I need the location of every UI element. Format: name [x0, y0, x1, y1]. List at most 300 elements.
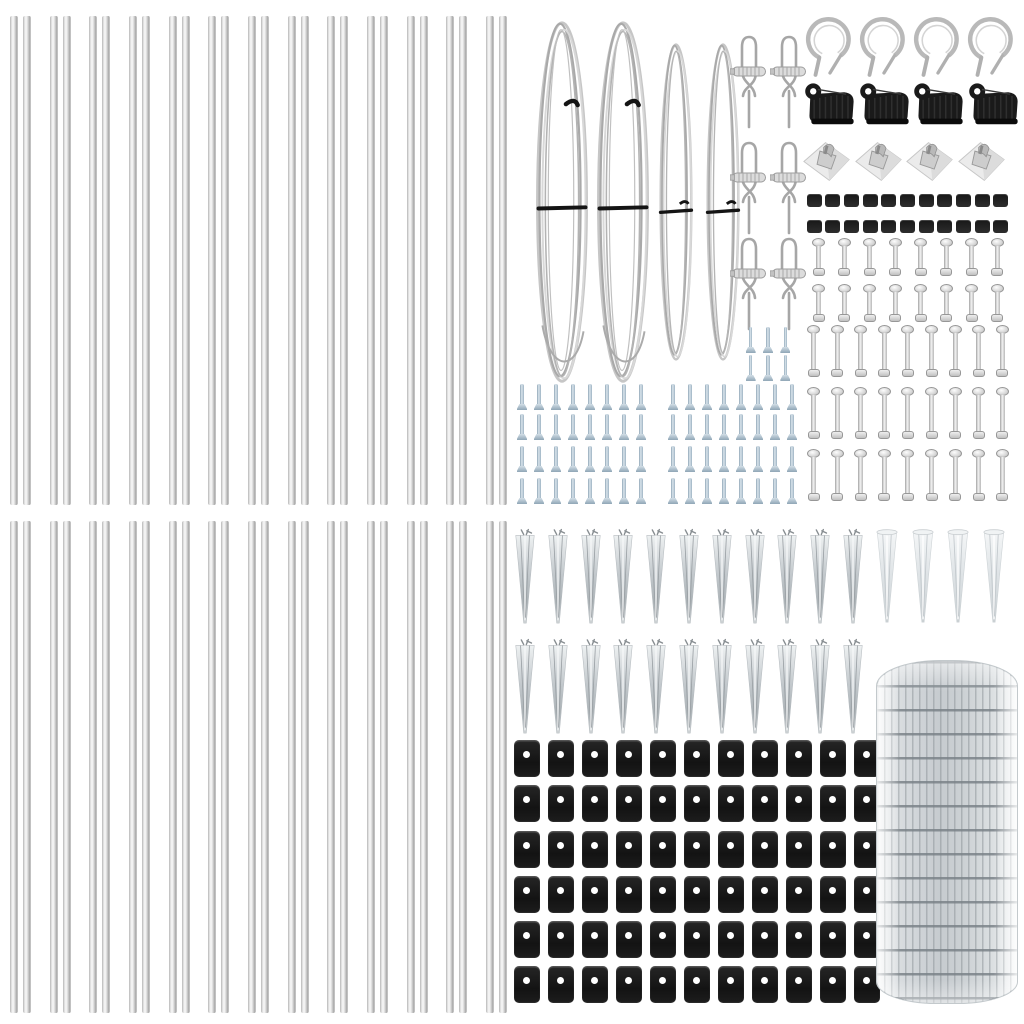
- screw: [602, 446, 612, 472]
- steel-post-pair: [248, 16, 269, 505]
- steel-rod: [301, 16, 309, 505]
- fence-clip: [548, 785, 574, 822]
- ground-spikes-row-2: [513, 634, 865, 740]
- steel-rod: [142, 16, 150, 505]
- steel-rod: [459, 521, 467, 1013]
- bolt-nut: [855, 431, 867, 439]
- screw: [736, 414, 746, 440]
- bolt-shaft: [976, 333, 981, 369]
- ground-spike: [546, 524, 570, 630]
- fence-clip: [820, 921, 846, 958]
- carriage-bolt-long: [830, 325, 844, 377]
- black-square-clip: [863, 194, 878, 207]
- fence-clip: [650, 966, 676, 1003]
- ground-spike: [611, 524, 635, 630]
- steel-rod: [221, 16, 229, 505]
- black-post-cap: [801, 80, 856, 129]
- screw: [517, 414, 527, 440]
- screw: [780, 355, 790, 381]
- screw: [753, 414, 763, 440]
- steel-rod: [261, 16, 269, 505]
- carriage-bolt-short: [863, 284, 877, 322]
- ground-spike: [644, 524, 668, 630]
- fence-clip: [684, 831, 710, 868]
- steel-post-pair: [367, 16, 388, 505]
- ring-clips-row: [803, 14, 1017, 78]
- fence-clip: [820, 785, 846, 822]
- carriage-bolt-short: [812, 238, 826, 276]
- fence-clip: [514, 831, 540, 868]
- fence-clip: [650, 921, 676, 958]
- steel-post-pair: [327, 521, 348, 1013]
- round-wire-clip: [911, 14, 963, 78]
- carriage-bolt-long: [854, 387, 868, 439]
- fence-clip: [582, 966, 608, 1003]
- ground-spike: [710, 634, 734, 740]
- bolt-nut: [878, 431, 890, 439]
- screw: [787, 446, 797, 472]
- screw: [568, 384, 578, 410]
- carriage-bolt-short: [939, 238, 953, 276]
- steel-rod: [10, 16, 18, 505]
- black-square-clip: [975, 220, 990, 233]
- screw: [780, 327, 790, 353]
- steel-post-pair: [288, 521, 309, 1013]
- steel-rod: [446, 521, 454, 1013]
- steel-post-pair: [367, 521, 388, 1013]
- carriage-bolt-long: [972, 387, 986, 439]
- screw: [746, 355, 756, 381]
- steel-post-pair: [10, 521, 31, 1013]
- screw: [702, 478, 712, 504]
- fence-clip: [820, 966, 846, 1003]
- steel-post-pair: [50, 521, 71, 1013]
- carriage-bolt-long: [995, 449, 1009, 501]
- fence-clip: [718, 876, 744, 913]
- bolt-nut: [838, 268, 850, 276]
- bolt-shaft: [811, 395, 816, 431]
- steel-rod: [102, 16, 110, 505]
- bolt-nut: [966, 314, 978, 322]
- steel-post-pair: [169, 521, 190, 1013]
- bolt-nut: [902, 493, 914, 501]
- steel-post-pair: [50, 16, 71, 505]
- fence-clip: [650, 740, 676, 777]
- steel-rod: [89, 521, 97, 1013]
- steel-rod: [248, 16, 256, 505]
- carriage-bolt-long: [925, 449, 939, 501]
- posts-bundle-bottom: [10, 521, 507, 1013]
- carriage-bolt-long: [877, 449, 891, 501]
- fence-clip: [718, 921, 744, 958]
- fence-clip: [548, 876, 574, 913]
- steel-post-pair: [407, 16, 428, 505]
- steel-post-pair: [208, 16, 229, 505]
- carriage-bolt-short: [990, 238, 1004, 276]
- carriage-bolt-long: [807, 449, 821, 501]
- screw: [619, 446, 629, 472]
- screw: [702, 384, 712, 410]
- small-bolts-grid: [806, 238, 1010, 322]
- clamp-plate: [854, 139, 903, 184]
- carriage-bolt-short: [837, 284, 851, 322]
- bolt-shaft: [882, 395, 887, 431]
- black-square-clip: [825, 194, 840, 207]
- carriage-bolt-short: [837, 238, 851, 276]
- ground-spike-light: [874, 524, 900, 628]
- wire-coil-large: [532, 14, 592, 392]
- steel-rod: [380, 16, 388, 505]
- bolt-shaft: [944, 246, 949, 268]
- bolt-shaft: [835, 395, 840, 431]
- steel-rod: [486, 16, 494, 505]
- black-square-clip: [919, 194, 934, 207]
- black-square-clip: [881, 220, 896, 233]
- bolt-nut: [808, 493, 820, 501]
- screw: [636, 414, 646, 440]
- fence-clip: [718, 831, 744, 868]
- steel-rod: [486, 521, 494, 1013]
- carriage-bolt-short: [914, 238, 928, 276]
- screw: [685, 446, 695, 472]
- screw: [770, 478, 780, 504]
- screw: [636, 384, 646, 410]
- black-square-clip: [975, 194, 990, 207]
- ground-spike: [677, 634, 701, 740]
- black-square-clip: [956, 194, 971, 207]
- steel-rod: [102, 521, 110, 1013]
- ground-spike: [644, 634, 668, 740]
- steel-rod: [340, 16, 348, 505]
- screw: [753, 478, 763, 504]
- black-square-clip: [937, 220, 952, 233]
- round-wire-clip: [965, 14, 1017, 78]
- ground-spike: [775, 524, 799, 630]
- ground-spike: [677, 524, 701, 630]
- fence-clip: [514, 785, 540, 822]
- steel-rod: [182, 16, 190, 505]
- steel-rod: [63, 16, 71, 505]
- bolt-nut: [838, 314, 850, 322]
- bolt-nut: [808, 369, 820, 377]
- black-square-clip: [937, 194, 952, 207]
- bolt-nut: [973, 431, 985, 439]
- carriage-bolt-long: [995, 387, 1009, 439]
- clamp-plates-row: [802, 139, 1006, 184]
- steel-post-pair: [129, 16, 150, 505]
- steel-post-pair: [248, 521, 269, 1013]
- screw: [585, 384, 595, 410]
- fence-clip: [786, 876, 812, 913]
- screw: [719, 446, 729, 472]
- fence-clip: [616, 740, 642, 777]
- screw: [517, 384, 527, 410]
- carriage-bolt-short: [990, 284, 1004, 322]
- steel-rod: [288, 521, 296, 1013]
- steel-rod: [499, 521, 507, 1013]
- screw: [702, 414, 712, 440]
- carriage-bolt-long: [807, 325, 821, 377]
- screw: [787, 478, 797, 504]
- ground-spike: [513, 524, 537, 630]
- bolt-shaft: [816, 292, 821, 314]
- steel-rod: [367, 16, 375, 505]
- steel-post-pair: [129, 521, 150, 1013]
- black-square-clip: [807, 194, 822, 207]
- black-square-clip: [844, 220, 859, 233]
- steel-rod: [10, 521, 18, 1013]
- bolt-shaft: [929, 333, 934, 369]
- bolt-nut: [973, 493, 985, 501]
- steel-rod: [89, 16, 97, 505]
- fence-clip: [786, 740, 812, 777]
- bolt-shaft: [1000, 333, 1005, 369]
- fence-clip: [684, 921, 710, 958]
- tension-pin: [730, 140, 768, 236]
- bolt-nut: [940, 268, 952, 276]
- bolt-nut: [996, 369, 1008, 377]
- fence-clip: [514, 740, 540, 777]
- fence-clip: [616, 966, 642, 1003]
- bolt-nut: [855, 493, 867, 501]
- bolt-shaft: [976, 395, 981, 431]
- carriage-bolt-long: [830, 387, 844, 439]
- screw: [668, 446, 678, 472]
- steel-rod: [499, 16, 507, 505]
- bolt-shaft: [893, 246, 898, 268]
- ground-spike: [579, 634, 603, 740]
- round-wire-clip: [857, 14, 909, 78]
- fence-clip: [820, 740, 846, 777]
- bolt-nut: [902, 369, 914, 377]
- bolt-nut: [808, 431, 820, 439]
- carriage-bolt-long: [901, 387, 915, 439]
- steel-rod: [288, 16, 296, 505]
- screw: [636, 446, 646, 472]
- screw: [568, 414, 578, 440]
- steel-post-pair: [169, 16, 190, 505]
- bolt-shaft: [858, 333, 863, 369]
- steel-rod: [129, 16, 137, 505]
- fence-clip: [650, 785, 676, 822]
- steel-post-pair: [327, 16, 348, 505]
- screw: [585, 446, 595, 472]
- steel-rod: [208, 521, 216, 1013]
- steel-rod: [23, 16, 31, 505]
- fence-clip: [650, 876, 676, 913]
- steel-rod: [142, 521, 150, 1013]
- screw: [736, 446, 746, 472]
- screw: [551, 384, 561, 410]
- fence-clip: [582, 740, 608, 777]
- carriage-bolt-long: [948, 325, 962, 377]
- bolt-shaft: [953, 457, 958, 493]
- bolt-nut: [991, 314, 1003, 322]
- bolt-nut: [926, 369, 938, 377]
- screw: [585, 414, 595, 440]
- screw: [685, 478, 695, 504]
- fence-clip: [752, 876, 778, 913]
- screw: [719, 414, 729, 440]
- bolt-shaft: [835, 333, 840, 369]
- carriage-bolt-long: [901, 325, 915, 377]
- bolt-shaft: [995, 292, 1000, 314]
- bolt-nut: [915, 268, 927, 276]
- screw: [551, 414, 561, 440]
- fence-clip: [718, 966, 744, 1003]
- wire-coil-small: [654, 36, 698, 368]
- tension-pin: [770, 236, 808, 332]
- fence-clip: [752, 785, 778, 822]
- bolt-shaft: [882, 457, 887, 493]
- round-wire-clip: [803, 14, 855, 78]
- carriage-bolt-short: [863, 238, 877, 276]
- carriage-bolt-long: [925, 387, 939, 439]
- bolt-shaft: [929, 457, 934, 493]
- carriage-bolt-long: [995, 325, 1009, 377]
- steel-rod: [50, 521, 58, 1013]
- screw: [685, 384, 695, 410]
- tension-pin: [730, 236, 768, 332]
- screw: [668, 414, 678, 440]
- steel-rod: [169, 16, 177, 505]
- steel-rod: [380, 521, 388, 1013]
- clamp-plate: [905, 139, 954, 184]
- steel-post-pair: [407, 521, 428, 1013]
- steel-rod: [208, 16, 216, 505]
- steel-rod: [407, 521, 415, 1013]
- bolt-shaft: [953, 333, 958, 369]
- carriage-bolt-short: [939, 284, 953, 322]
- carriage-bolt-long: [972, 325, 986, 377]
- ground-spike-light: [981, 524, 1007, 628]
- bolt-shaft: [918, 246, 923, 268]
- ground-spike-light: [945, 524, 971, 628]
- screw: [517, 478, 527, 504]
- ground-spike: [841, 524, 865, 630]
- carriage-bolt-short: [888, 284, 902, 322]
- posts-bundle-top: [10, 16, 507, 505]
- wire-coil-large: [593, 14, 653, 392]
- wire-mesh-roll: [876, 660, 1018, 1004]
- screw: [702, 446, 712, 472]
- long-bolts-grid: [802, 325, 1014, 501]
- screw: [517, 446, 527, 472]
- steel-post-pair: [486, 521, 507, 1013]
- screw: [736, 384, 746, 410]
- black-square-clip: [863, 220, 878, 233]
- bolt-shaft: [969, 292, 974, 314]
- bolt-nut: [949, 431, 961, 439]
- bolt-shaft: [929, 395, 934, 431]
- square-clips-grid: [805, 194, 1010, 233]
- steel-rod: [63, 521, 71, 1013]
- bolt-shaft: [1000, 457, 1005, 493]
- bolt-shaft: [953, 395, 958, 431]
- steel-rod: [221, 521, 229, 1013]
- bolt-shaft: [893, 292, 898, 314]
- ground-spike: [743, 634, 767, 740]
- bolt-shaft: [1000, 395, 1005, 431]
- bolt-shaft: [816, 246, 821, 268]
- bolt-nut: [855, 369, 867, 377]
- black-post-cap: [856, 80, 911, 129]
- screw: [534, 414, 544, 440]
- fence-clip: [548, 921, 574, 958]
- screw: [746, 327, 756, 353]
- bolt-shaft: [858, 457, 863, 493]
- screw: [619, 384, 629, 410]
- bolt-shaft: [842, 292, 847, 314]
- screw: [636, 478, 646, 504]
- black-square-clip: [993, 194, 1008, 207]
- bolt-shaft: [882, 333, 887, 369]
- ground-spike: [808, 524, 832, 630]
- fence-clip: [786, 831, 812, 868]
- screw: [787, 384, 797, 410]
- screw: [770, 414, 780, 440]
- carriage-bolt-short: [812, 284, 826, 322]
- fence-clip: [752, 966, 778, 1003]
- screw: [770, 446, 780, 472]
- steel-rod: [420, 521, 428, 1013]
- screw: [770, 384, 780, 410]
- bolt-shaft: [905, 395, 910, 431]
- bolt-shaft: [811, 457, 816, 493]
- carriage-bolt-long: [877, 325, 891, 377]
- tension-pin: [730, 34, 768, 130]
- screws-row: [517, 414, 797, 440]
- screw: [602, 414, 612, 440]
- fence-clip: [548, 740, 574, 777]
- carriage-bolt-long: [877, 387, 891, 439]
- steel-post-pair: [208, 521, 229, 1013]
- steel-post-pair: [89, 16, 110, 505]
- bolt-nut: [889, 268, 901, 276]
- clamp-plate: [957, 139, 1006, 184]
- fence-clip: [684, 785, 710, 822]
- screw: [568, 446, 578, 472]
- screw: [668, 384, 678, 410]
- steel-rod: [182, 521, 190, 1013]
- steel-post-pair: [89, 521, 110, 1013]
- steel-post-pair: [486, 16, 507, 505]
- bolt-nut: [949, 369, 961, 377]
- fence-clip: [752, 921, 778, 958]
- ground-spike: [513, 634, 537, 740]
- steel-post-pair: [10, 16, 31, 505]
- black-square-clip: [825, 220, 840, 233]
- fence-clip: [582, 785, 608, 822]
- screw: [534, 478, 544, 504]
- bolt-nut: [949, 493, 961, 501]
- carriage-bolt-long: [948, 387, 962, 439]
- black-square-clip: [956, 220, 971, 233]
- ground-spikes-row-1: [513, 524, 865, 630]
- screw: [619, 414, 629, 440]
- steel-rod: [407, 16, 415, 505]
- carriage-bolt-short: [965, 284, 979, 322]
- bolt-shaft: [944, 292, 949, 314]
- bolt-shaft: [842, 246, 847, 268]
- fence-clip: [548, 966, 574, 1003]
- screw: [568, 478, 578, 504]
- fence-clip: [684, 740, 710, 777]
- carriage-bolt-short: [914, 284, 928, 322]
- bolt-shaft: [995, 246, 1000, 268]
- fence-clip: [582, 921, 608, 958]
- ground-spike: [808, 634, 832, 740]
